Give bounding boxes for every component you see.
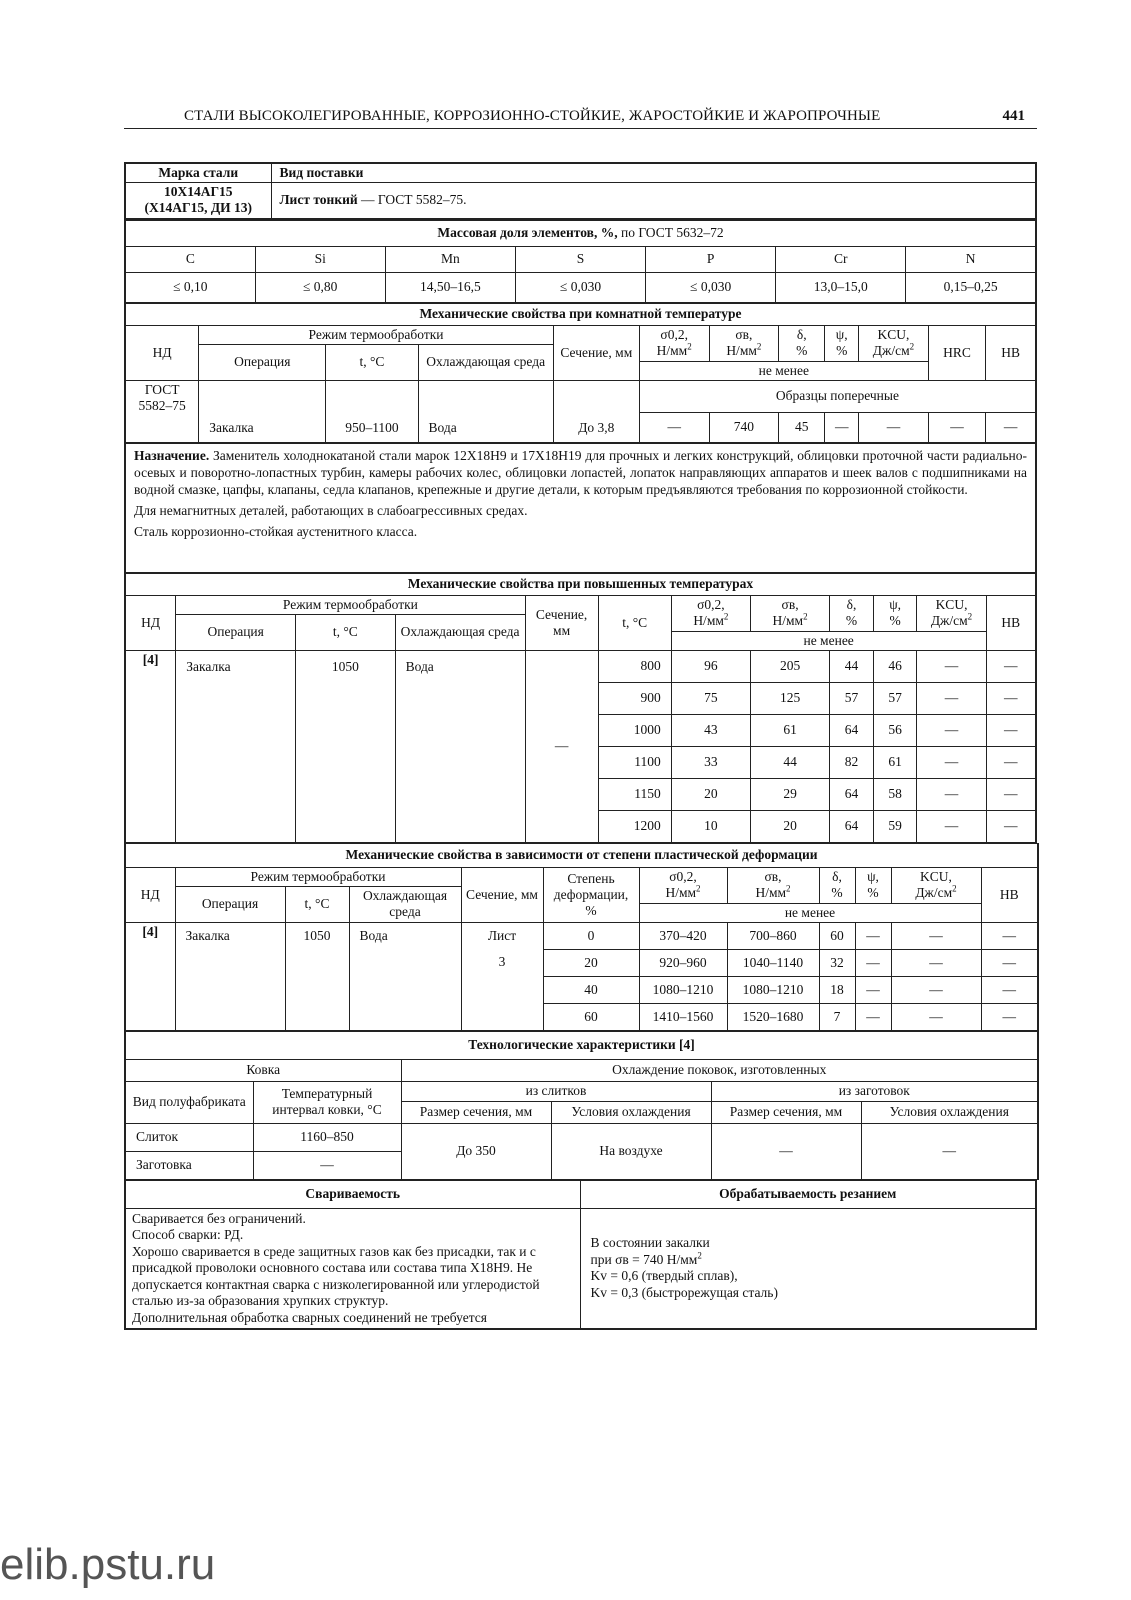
psi-label: ψ, <box>867 869 879 884</box>
composition-table <box>124 220 1037 303</box>
delta-header <box>819 867 855 903</box>
test-temp: 1200 <box>598 810 671 842</box>
nd-header: НД <box>125 867 175 922</box>
purpose-label: Назначение. <box>134 447 210 463</box>
deform-degree: 20 <box>543 949 639 976</box>
sb-unit: Н/мм <box>755 885 787 900</box>
supply-bold: Лист тонкий <box>279 192 358 208</box>
page-number: 441 <box>1002 108 1025 124</box>
kcu-label: KCU, <box>935 597 968 612</box>
s02-value: 370–420 <box>639 922 727 949</box>
page-header <box>124 106 1037 129</box>
mech-deform-title: Механические свойства в зависимости от степени пластической деформации <box>125 843 1038 867</box>
delta-unit: % <box>845 613 858 628</box>
sb-header: σв, $Н/мм^2$ <box>727 867 819 903</box>
s02-value: 920–960 <box>639 949 727 976</box>
element-header: Cr <box>776 246 906 272</box>
test-temp: 1000 <box>598 714 671 746</box>
nd-header: НД <box>125 325 199 380</box>
sec-line-2: 3 <box>498 953 506 969</box>
s02-unit: Н/мм <box>656 343 688 358</box>
supply-label: Вид поставки <box>271 163 1036 183</box>
hb-value: — <box>981 976 1038 1003</box>
sb-unit: Н/мм <box>772 613 804 628</box>
delta-value: 64 <box>830 778 874 810</box>
delta-unit: % <box>796 343 808 358</box>
deform-degree: 60 <box>543 1003 639 1030</box>
psi-value: — <box>855 922 891 949</box>
psi-header <box>825 325 859 361</box>
weld-line: Дополнительная обработка сварных соединений не требуется <box>132 1309 487 1325</box>
sb-value: 29 <box>750 778 829 810</box>
weld-text <box>125 1208 580 1329</box>
delta-label: δ, <box>832 869 842 884</box>
psi-value: 59 <box>873 810 917 842</box>
test-temp: 900 <box>598 682 671 714</box>
psi-value: 61 <box>873 746 917 778</box>
op-value: Закалка <box>175 922 285 1030</box>
cond-header: Условия охлаждения <box>861 1101 1038 1123</box>
hb-value: — <box>981 949 1038 976</box>
running-title: СТАЛИ ВЫСОКОЛЕГИРОВАННЫЕ, КОРРОЗИОННО-СТОЙКИЕ, ЖАРОСТОЙКИЕ И ЖАРОПРОЧНЫЕ <box>184 108 881 124</box>
watermark: elib.pstu.ru <box>0 1540 216 1589</box>
delta-value: 82 <box>830 746 874 778</box>
weld-line: Хорошо сваривается в среде защитных газов как без присадки, так и с присадкой проволоки основного состава или состава типа Х18Н9. Не допускается контактная сварка с низколегированной или углеродистой сталью из-за образования хрупких структур. <box>132 1243 540 1308</box>
mech-high-title: Механические свойства при повышенных температурах <box>125 573 1036 595</box>
s02-value: 20 <box>671 778 750 810</box>
s02-header: σ0,2, $Н/мм^2$ <box>639 867 727 903</box>
sb-label: σв, <box>735 327 753 342</box>
s02-label: σ0,2, <box>660 327 688 342</box>
temp-header: t, °С <box>296 614 396 650</box>
psi-value: — <box>855 976 891 1003</box>
delta-value: 32 <box>819 949 855 976</box>
hb-value: — <box>981 1003 1038 1030</box>
kcu-value: — <box>917 714 986 746</box>
datasheet-body <box>124 162 1037 1330</box>
sb-value: 44 <box>750 746 829 778</box>
sb-value: 61 <box>750 714 829 746</box>
nd-value: ГОСТ 5582–75 <box>125 380 199 442</box>
machining-text <box>580 1208 1036 1329</box>
room-value: 45 <box>779 412 825 442</box>
weld-line: Сваривается без ограничений. <box>132 1210 306 1226</box>
room-value: — <box>859 412 929 442</box>
s02-header: σ0,2, $Н/мм^2$ <box>671 595 750 631</box>
s02-value: 43 <box>671 714 750 746</box>
deform-degree: 0 <box>543 922 639 949</box>
grade-name-cell <box>125 183 271 219</box>
psi-unit: % <box>836 343 848 358</box>
element-value: 13,0–15,0 <box>776 272 906 302</box>
s02-value: 96 <box>671 650 750 682</box>
psi-value: — <box>855 949 891 976</box>
ingot-cond: На воздухе <box>551 1123 711 1179</box>
from-blanks-header: из заготовок <box>711 1081 1038 1101</box>
grade-name: 10Х14АГ15 <box>163 184 233 200</box>
room-value: — <box>986 412 1036 442</box>
room-value: — <box>639 412 709 442</box>
s02-unit: Н/мм <box>665 885 697 900</box>
composition-title <box>125 220 1036 246</box>
mech-deform-table <box>124 843 1039 1031</box>
sec-value: До 3,8 <box>578 419 615 435</box>
purpose-body: Заменитель холоднокатаной стали марок 12Х18Н9 и 17Х18Н19 для прочных и легких конструкций, облицовки проточной части радиально-осевых и поворотно-лопастных турбин, камеры рабочих колес, облицовки лопастей, лопаток направляющих аппаратов и шеек валов с подшипниками на водной смазке, цапфы, клапаны, седла клапанов, крепежные и другие детали, к которым предъявляются требования по коррозионной стойкости. <box>134 447 1027 497</box>
element-value: ≤ 0,80 <box>255 272 385 302</box>
kcu-header: KCU, $Дж/см^2$ <box>917 595 986 631</box>
s02-label: σ0,2, <box>697 597 725 612</box>
kcu-value: — <box>917 778 986 810</box>
psi-value: 46 <box>873 650 917 682</box>
sb-header: σв, $Н/мм^2$ <box>709 325 779 361</box>
deform-degree-header: Степень деформации, % <box>543 867 639 922</box>
kcu-label: KCU, <box>877 327 910 342</box>
test-temp: 1150 <box>598 778 671 810</box>
mech-room-table <box>124 303 1037 443</box>
cooling-header: Охлаждающая среда <box>395 614 525 650</box>
psi-value: 56 <box>873 714 917 746</box>
cond-header: Условия охлаждения <box>551 1101 711 1123</box>
cooling-header: Охлаждающая среда <box>418 344 553 380</box>
delta-value: 64 <box>830 810 874 842</box>
element-header: Mn <box>385 246 515 272</box>
kcu-label: KCU, <box>920 869 952 884</box>
ingot-size: До 350 <box>401 1123 551 1179</box>
nd-value: [4] <box>125 922 175 1030</box>
psi-value: 58 <box>873 778 917 810</box>
hb-header: HB <box>981 867 1038 922</box>
test-temp: 1100 <box>598 746 671 778</box>
delta-label: δ, <box>796 327 807 342</box>
psi-unit: % <box>867 885 879 900</box>
size-header: Размер сечения, мм <box>711 1101 861 1123</box>
delta-value: 7 <box>819 1003 855 1030</box>
interval-blank: — <box>253 1151 401 1179</box>
kcu-unit: Дж/см <box>872 343 910 358</box>
purpose-line-2: Для немагнитных деталей, работающих в слабоагрессивных средах. <box>134 502 528 518</box>
mode-header: Режим термообработки <box>199 325 554 344</box>
blank-size: — <box>711 1123 861 1179</box>
grade-alt: (Х14АГ15, ДИ 13) <box>144 200 252 216</box>
psi-header <box>873 595 917 631</box>
sb-value: 205 <box>750 650 829 682</box>
hb-value: — <box>981 922 1038 949</box>
semi-header: Вид полуфабриката <box>125 1081 253 1123</box>
s02-value: 1080–1210 <box>639 976 727 1003</box>
composition-title-bold: Массовая доля элементов, %, <box>437 225 618 240</box>
delta-value: 60 <box>819 922 855 949</box>
sb-value: 700–860 <box>727 922 819 949</box>
supply-rest: — ГОСТ 5582–75. <box>357 192 467 208</box>
hb-value: — <box>986 650 1036 682</box>
test-temp-header: t, °С <box>598 595 671 650</box>
room-value: — <box>825 412 859 442</box>
size-header: Размер сечения, мм <box>401 1101 551 1123</box>
hb-value: — <box>986 778 1036 810</box>
op-cell <box>199 380 326 442</box>
weld-title: Свариваемость <box>125 1180 580 1208</box>
delta-value: 64 <box>830 714 874 746</box>
psi-label: ψ, <box>889 597 902 612</box>
semi-blank: Заготовка <box>125 1151 253 1179</box>
cool-cell <box>418 380 553 442</box>
cooling-group-header: Охлаждение поковок, изготовленных <box>401 1059 1038 1081</box>
delta-value: 57 <box>830 682 874 714</box>
grade-label: Марка стали <box>125 163 271 183</box>
kcu-value: — <box>917 650 986 682</box>
delta-label: δ, <box>846 597 857 612</box>
cool-value: Вода <box>349 922 461 1030</box>
machining-line: В состоянии закалки <box>590 1235 710 1251</box>
purpose-block <box>124 443 1037 573</box>
from-ingots-header: из слитков <box>401 1081 711 1101</box>
kcu-unit: Дж/см <box>930 613 968 628</box>
sb-value: 1040–1140 <box>727 949 819 976</box>
composition-value-row <box>125 272 1036 302</box>
kcu-value: — <box>891 922 981 949</box>
room-value: — <box>928 412 985 442</box>
interval-header: Температурный интервал ковки, °С <box>253 1081 401 1123</box>
op-value: Закалка <box>209 419 254 435</box>
purpose-text <box>125 443 1036 572</box>
kcu-value: — <box>917 810 986 842</box>
machining-title: Обрабатываемость резанием <box>580 1180 1036 1208</box>
s02-unit: Н/мм <box>693 613 724 628</box>
element-header: P <box>646 246 776 272</box>
operation-header: Операция <box>199 344 326 380</box>
element-header: N <box>906 246 1036 272</box>
s02-value: 1410–1560 <box>639 1003 727 1030</box>
kcu-header: KCU, $Дж/см^2$ <box>891 867 981 903</box>
section-header: Сечение, мм <box>461 867 543 922</box>
sec-line-1: Лист <box>487 927 517 943</box>
sec-cell <box>553 380 639 442</box>
composition-title-rest: по ГОСТ 5632–72 <box>617 225 724 240</box>
test-temp: 800 <box>598 650 671 682</box>
machining-line: Kv = 0,3 (быстрорежущая сталь) <box>590 1284 778 1300</box>
room-value: 740 <box>709 412 779 442</box>
high-row <box>125 650 1036 682</box>
delta-header <box>779 325 825 361</box>
section-header: Сечение, мм <box>553 325 639 380</box>
min-label: не менее <box>639 361 928 380</box>
kcu-value: — <box>891 949 981 976</box>
op-value: Закалка <box>176 650 296 842</box>
element-header: Si <box>255 246 385 272</box>
psi-value: 57 <box>873 682 917 714</box>
s02-label: σ0,2, <box>669 869 697 884</box>
sb-value: 1520–1680 <box>727 1003 819 1030</box>
delta-value: 44 <box>830 650 874 682</box>
kcu-unit: Дж/см <box>915 885 953 900</box>
element-value: ≤ 0,030 <box>515 272 645 302</box>
mode-header: Режим термообработки <box>176 595 525 614</box>
deform-row <box>125 922 1038 949</box>
mech-room-title: Механические свойства при комнатной температуре <box>125 303 1036 325</box>
psi-label: ψ, <box>835 327 848 342</box>
nd-header: НД <box>125 595 176 650</box>
element-header: S <box>515 246 645 272</box>
sb-value: 125 <box>750 682 829 714</box>
s02-value: 75 <box>671 682 750 714</box>
s02-value: 10 <box>671 810 750 842</box>
sb-value: 1080–1210 <box>727 976 819 1003</box>
operation-header: Операция <box>175 886 285 922</box>
kcu-header: KCU, $Дж/см^2$ <box>859 325 929 361</box>
hb-value: — <box>986 714 1036 746</box>
tech-table <box>124 1031 1039 1180</box>
mode-header: Режим термообработки <box>175 867 461 886</box>
tech-title: Технологические характеристики [4] <box>125 1031 1038 1059</box>
weld-line: Способ сварки: РД. <box>132 1227 244 1242</box>
machining-line: при σв = 740 $Н/мм^2$ <box>590 1250 702 1267</box>
temp-header: t, °С <box>285 886 349 922</box>
machining-line: Kv = 0,6 (твердый сплав), <box>590 1268 738 1284</box>
nd-value: [4] <box>125 650 176 842</box>
hb-value: — <box>986 810 1036 842</box>
kcu-value: — <box>891 1003 981 1030</box>
sb-header: σв, $Н/мм^2$ <box>750 595 829 631</box>
psi-unit: % <box>889 613 901 628</box>
sb-label: σв, <box>764 869 782 884</box>
kcu-value: — <box>891 976 981 1003</box>
sb-value: 20 <box>750 810 829 842</box>
hb-value: — <box>986 682 1036 714</box>
t-value: 1050 <box>285 922 349 1030</box>
machining-line-2: при σв = 740 Н/мм <box>590 1251 698 1267</box>
min-label: не менее <box>671 631 986 650</box>
forging-header: Ковка <box>125 1059 401 1081</box>
element-header: C <box>125 246 255 272</box>
composition-header-row <box>125 246 1036 272</box>
hrc-header: HRC <box>928 325 985 380</box>
hb-header: HB <box>986 325 1036 380</box>
psi-header <box>855 867 891 903</box>
element-value: ≤ 0,030 <box>646 272 776 302</box>
delta-unit: % <box>831 885 843 900</box>
delta-header <box>830 595 874 631</box>
grade-block <box>124 162 1037 220</box>
element-value: 0,15–0,25 <box>906 272 1036 302</box>
cooling-header: Охлаждающая среда <box>349 886 461 922</box>
element-value: ≤ 0,10 <box>125 272 255 302</box>
s02-header: σ0,2, $Н/мм^2$ <box>639 325 709 361</box>
operation-header: Операция <box>176 614 296 650</box>
s02-value: 33 <box>671 746 750 778</box>
hb-header: HB <box>986 595 1036 650</box>
temp-header: t, °С <box>326 344 418 380</box>
cool-value: Вода <box>428 419 457 435</box>
deform-degree: 40 <box>543 976 639 1003</box>
t-cell <box>326 380 418 442</box>
semi-ingot: Слиток <box>125 1123 253 1151</box>
element-value: 14,50–16,5 <box>385 272 515 302</box>
samples-label: Образцы поперечные <box>639 380 1036 412</box>
kcu-value: — <box>917 682 986 714</box>
kcu-value: — <box>917 746 986 778</box>
delta-value: 18 <box>819 976 855 1003</box>
sb-unit: Н/мм <box>726 343 757 358</box>
section-header: Сечение, мм <box>525 595 598 650</box>
psi-value: — <box>855 1003 891 1030</box>
mech-high-table <box>124 573 1037 843</box>
sb-label: σв, <box>781 597 799 612</box>
blank-cond: — <box>861 1123 1038 1179</box>
t-value: 1050 <box>296 650 396 842</box>
weld-machining-table <box>124 1180 1037 1331</box>
sec-value: — <box>525 650 598 842</box>
hb-value: — <box>986 746 1036 778</box>
cool-value: Вода <box>395 650 525 842</box>
supply-value <box>271 183 1036 219</box>
t-value: 950–1100 <box>345 419 399 435</box>
sec-value <box>461 922 543 1030</box>
min-label: не менее <box>639 903 981 922</box>
interval-ingot: 1160–850 <box>253 1123 401 1151</box>
purpose-line-3: Сталь коррозионно-стойкая аустенитного класса. <box>134 523 418 539</box>
